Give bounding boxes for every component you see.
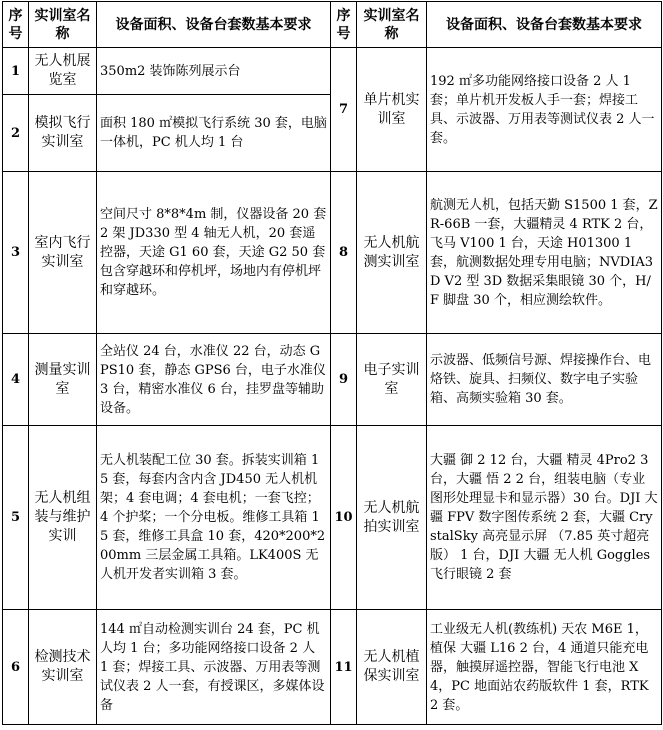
row-number: 4: [3, 334, 29, 426]
room-name: 电子实训室: [357, 334, 427, 426]
header-room: 实训室名称: [29, 2, 97, 48]
room-name: 模拟飞行实训室: [29, 95, 97, 172]
room-name: 检测技术实训室: [29, 610, 97, 725]
room-name: 无人机航测实训室: [357, 172, 427, 334]
room-name: 测量实训室: [29, 334, 97, 426]
table-row: [3, 48, 662, 95]
row-number: 8: [331, 172, 357, 334]
row-number: 2: [3, 95, 29, 172]
table-row: [3, 426, 662, 610]
lab-requirements-table: [2, 1, 662, 725]
row-number: 1: [3, 48, 29, 95]
header-seq-right: 序号: [331, 2, 357, 48]
room-requirements: 350m2 装饰陈列展示台: [97, 48, 331, 95]
room-requirements: 无人机装配工位 30 套。拆装实训箱 15 套，每套内含内含 JD450 无人机机架；4 套电调；4 套电机；一套飞控；4 个护桨；一个分电板。维修工具箱 15 套，维修工具盒 10 套，420*200*200mm 三层金属工具箱。LK400S 无人机开发者实训箱 3 套。: [97, 426, 331, 610]
header-requirements-right: 设备面积、设备台套数基本要求: [427, 2, 662, 48]
table-row: [3, 610, 662, 725]
row-number: 5: [3, 426, 29, 610]
room-name: 无人机组装与维护实训: [29, 426, 97, 610]
row-number: 10: [331, 426, 357, 610]
room-requirements: 航测无人机，包括天勤 S1500 1 套，ZR-66B 一套，大疆精灵 4 RTK 2 台，飞马 V100 1 台，天途 H01300 1 套，航测数据处理专用电脑；NVDIA3D V2 型 3D 数据采集眼镜 30 个，H/F 脚盘 30 个，相应测绘软件。: [427, 172, 662, 334]
row-number: 11: [331, 610, 357, 725]
room-name: 单片机实训室: [357, 48, 427, 172]
row-number: 7: [331, 48, 357, 172]
header-row: [3, 2, 662, 48]
table-row: [3, 172, 662, 334]
room-name: 无人机航拍实训室: [357, 426, 427, 610]
row-number: 3: [3, 172, 29, 334]
header-room-right: 实训室名称: [357, 2, 427, 48]
room-requirements: 大疆 御 2 12 台，大疆 精灵 4Pro2 3 台，大疆 悟 2 2 台，组装电脑（专业图形处理显卡和显示器）30 台。DJI 大疆 FPV 数字图传系统 2 套，大疆 CrystalSky 高亮显示屏 （7.85 英寸超亮版） 1 台，DJI 大疆 无人机 Goggles 飞行眼镜 2 套: [427, 426, 662, 610]
room-requirements: 全站仪 24 台，水准仪 22 台，动态 GPS10 套，静态 GPS6 台，电子水准仪 3 台，精密水准仪 6 台，挂罗盘等辅助设备。: [97, 334, 331, 426]
header-seq: 序号: [3, 2, 29, 48]
room-name: 室内飞行实训室: [29, 172, 97, 334]
header-requirements: 设备面积、设备台套数基本要求: [97, 2, 331, 48]
table-row: [3, 334, 662, 426]
room-requirements: 192 ㎡多功能网络接口设备 2 人 1 套；单片机开发板人手一套；焊接工具、示波器、万用表等测试仪表 2 人一套。: [427, 48, 662, 172]
room-requirements: 空间尺寸 8*8*4m 制，仪器设备 20 套 2 架 JD330 型 4 轴无人机，20 套遥控器，天途 G1 60 套，天途 G2 50 套包含穿越环和停机坪，场地内有停机坪和穿越环。: [97, 172, 331, 334]
room-requirements: 144 ㎡自动检测实训台 24 套，PC 机人均 1 台；多功能网络接口设备 2 人 1 套；焊接工具、示波器、万用表等测试仪表 2 人一套，有授课区，多媒体设备: [97, 610, 331, 725]
room-requirements: 面积 180 ㎡模拟飞行系统 30 套，电脑一体机，PC 机人均 1 台: [97, 95, 331, 172]
room-name: 无人机植保实训室: [357, 610, 427, 725]
row-number: 6: [3, 610, 29, 725]
room-requirements: 示波器、低频信号源、焊接操作台、电烙铁、旋具、扫频仪、数字电子实验箱、高频实验箱 30 套。: [427, 334, 662, 426]
row-number: 9: [331, 334, 357, 426]
room-requirements: 工业级无人机(教练机) 天农 M6E 1，植保 大疆 L16 2 台，4 通道只能充电器，触摸屏遥控器，智能飞行电池 X4，PC 地面站农药版软件 1 套，RTK 2 套。: [427, 610, 662, 725]
room-name: 无人机展览室: [29, 48, 97, 95]
